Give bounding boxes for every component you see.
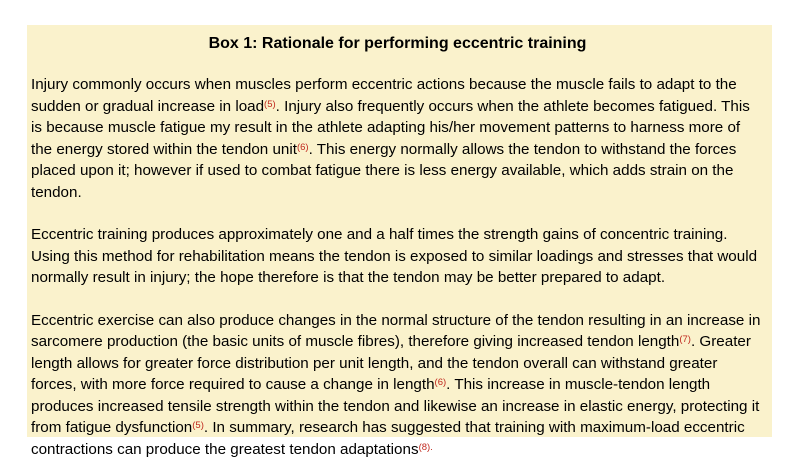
paragraph [31,310,764,460]
citation-ref: (6) [435,377,447,388]
citation-ref: (5) [192,420,204,431]
citation-ref: (7) [679,334,691,345]
paragraph-text: . This increase in muscle-tendon length produces increased tensile strength within the tendon and likewise an increase in elastic energy, protecting it from fatigue dysfunction [31,376,759,436]
box-title: Box 1: Rationale for performing eccentric training [31,34,764,54]
box-body [31,74,764,460]
paragraph-text: . Injury also frequently occurs when the athlete becomes fatigued. This is because muscle fatigue my result in the athlete adapting his/her movement patterns to harness more of the energy stored within the tendon unit [31,98,750,158]
paragraph-text: Injury commonly occurs when muscles perform eccentric actions because the muscle fails to adapt to the sudden or gradual increase in load [31,76,737,115]
paragraph-text: Eccentric training produces approximately one and a half times the strength gains of concentric training. Using this method for rehabilitation means the tendon is exposed to similar loadings and stresses that would normally result in injury; the hope therefore is that the tendon may be better prepared to adapt. [31,226,757,286]
paragraph-text: . This energy normally allows the tendon to withstand the forces placed upon it; however if used to combat fatigue there is less energy available, which adds strain on the tendon. [31,141,736,201]
paragraph [31,224,764,289]
paragraph-text: . In summary, research has suggested that training with maximum-load eccentric contractions can produce the greatest tendon adaptations [31,419,745,458]
rationale-box [27,25,772,437]
paragraph-text: Eccentric exercise can also produce changes in the normal structure of the tendon resulting in an increase in sarcomere production (the basic units of muscle fibres), therefore giving increased tendon length [31,312,760,351]
paragraph-text: . Greater length allows for greater force distribution per unit length, and the tendon overall can withstand greater forces, with more force required to cause a change in length [31,333,751,393]
citation-ref: (5) [264,99,276,110]
citation-ref: (8). [419,442,433,453]
paragraph [31,74,764,203]
citation-ref: (6) [297,142,309,153]
